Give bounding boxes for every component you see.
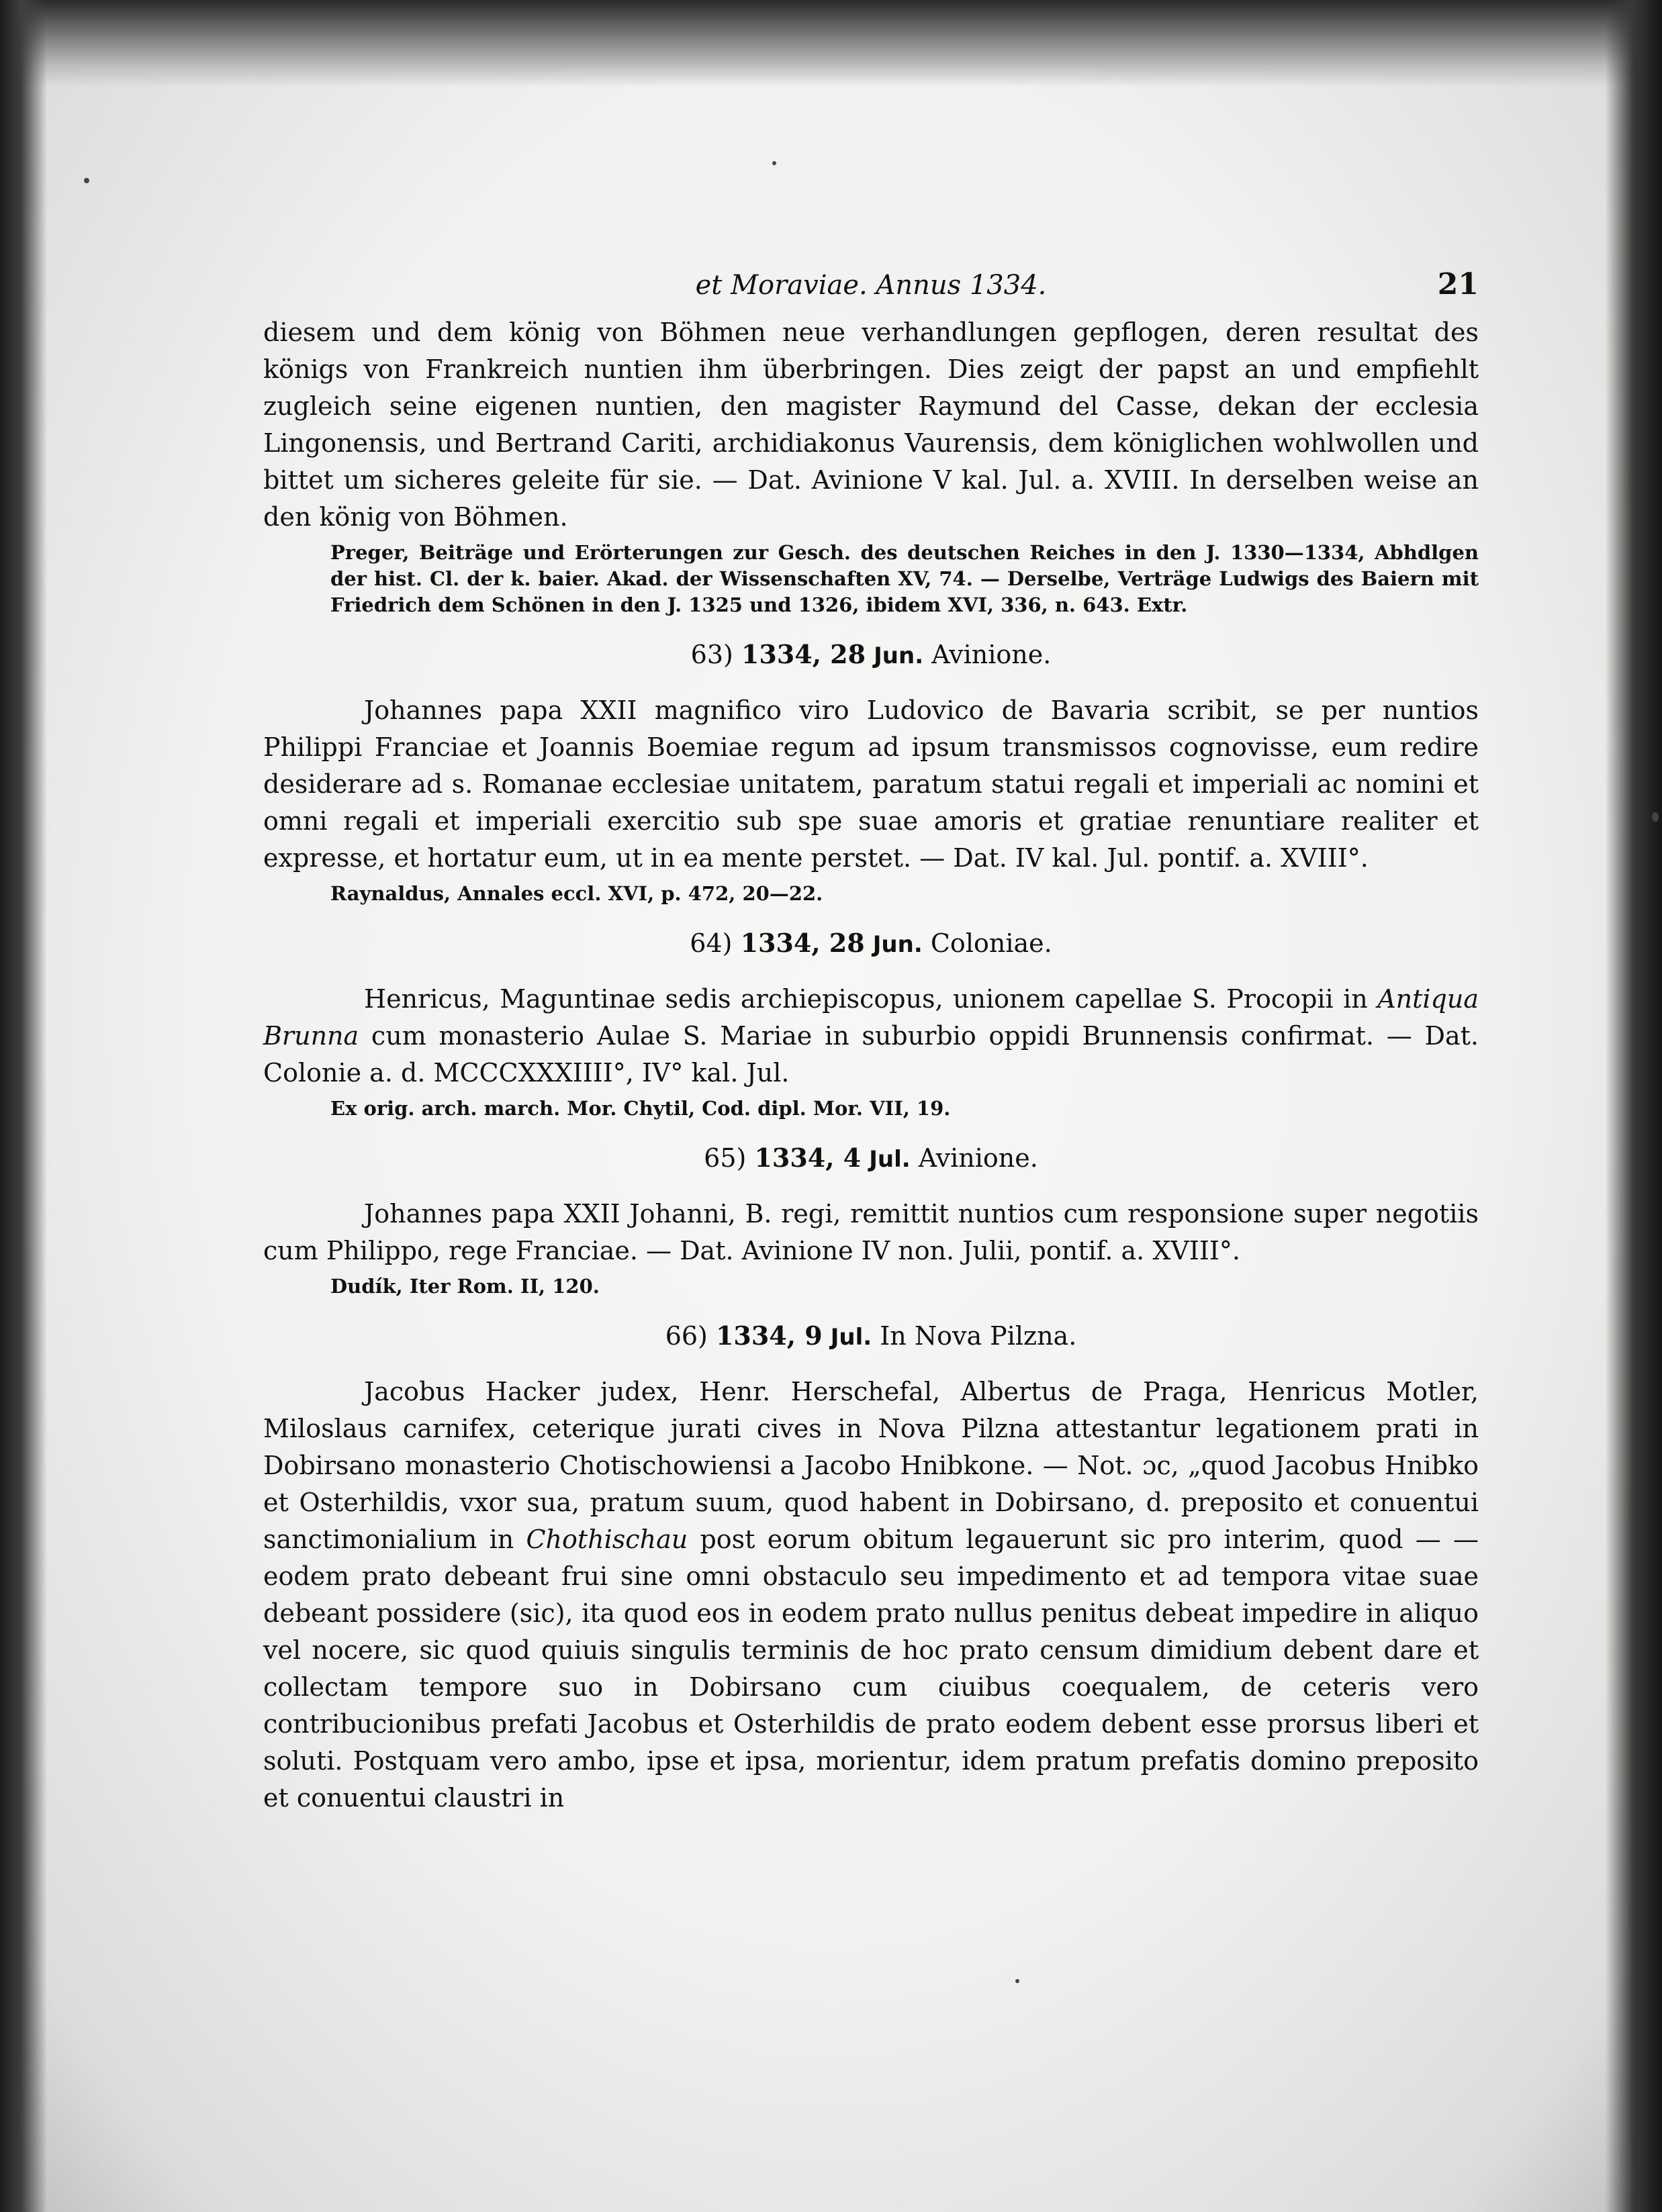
entry-body-65: Johannes papa XXII Johanni, B. regi, remittit nuntios cum responsione super negotiis cum Philippo, rege Franciae. — Dat. Avinione IV non. Julii, pontif. a. XVIII°. xyxy=(263,1199,1479,1265)
page-content xyxy=(263,260,1479,1817)
entry-date: 1334, 28 xyxy=(740,928,865,958)
dust-speck xyxy=(1015,1979,1019,1983)
entry-heading-65 xyxy=(263,1139,1479,1178)
entry-body-text: Henricus, Maguntinae sedis archiepiscopus, unionem capellae S. Procopii in xyxy=(364,984,1378,1014)
entry-place: In Nova Pilzna. xyxy=(880,1321,1077,1351)
entry-month: Jul. xyxy=(830,1324,872,1351)
entry-body-text: Jacobus Hacker judex, Henr. Herschefal, Albertus de Praga, Henricus Motler, Miloslaus carnifex, ceterique jurati cives in Nova Pilzna attestantur legationem prati in Dobirsano monasterio Chotischowiensi a Jacobo Hnibkone. — Not. ɔc, „quod Jacobus Hnibko et Osterhildis, vxor sua, pratum suum, quod habent in Dobirsano, d. preposito et conuentui sanctimonialium in xyxy=(263,1377,1479,1554)
running-head xyxy=(263,260,1479,314)
entry-body-text: cum monasterio Aulae S. Mariae in suburbio oppidi Brunnensis confirmat. — Dat. Colonie a. d. MCCCXXXIIII°, IV° kal. Jul. xyxy=(263,1021,1479,1088)
entry-number: 63) xyxy=(690,640,733,669)
scan-shadow-right xyxy=(1605,0,1662,2212)
entry-number: 64) xyxy=(690,928,733,958)
entry-body-66 xyxy=(263,1374,1479,1817)
entry-date: 1334, 28 xyxy=(741,639,866,669)
running-title: et Moraviae. Annus 1334. xyxy=(695,270,1047,301)
entry-source-note-64: Ex orig. arch. march. Mor. Chytil, Cod. dipl. Mor. VII, 19. xyxy=(330,1097,951,1120)
entry-body-64 xyxy=(263,981,1479,1092)
entry-heading-63 xyxy=(263,636,1479,675)
scan-shadow-left xyxy=(0,0,47,2212)
entry-date: 1334, 4 xyxy=(754,1143,862,1173)
entry-body-italic: Antiqua Brunna xyxy=(263,984,1479,1051)
dust-speck xyxy=(772,161,776,165)
page-number: 21 xyxy=(1437,267,1479,301)
entry-date: 1334, 9 xyxy=(715,1320,823,1351)
entry-month: Jun. xyxy=(872,931,923,958)
entry-heading-66 xyxy=(263,1317,1479,1356)
entry-body-text: post eorum obitum legauerunt sic pro interim, quod — — eodem prato debeant frui sine omni obstaculo seu impedimento et ad tempora vitae suae debeant possidere (sic), ita quod eos in eodem prato nullus penitus debeat impedire in aliquo vel nocere, sic quod quiuis singulis terminis de hoc prato censum dimidium debent dare et collectam tempore suo in Dobirsano cum ciuibus coequalem, de ceteris vero contribucionibus prefati Jacobus et Osterhildis de prato eodem debent esse prorsus liberi et soluti. Postquam vero ambo, ipse et ipsa, morientur, idem pratum prefatis domino preposito et conuentui claustri in xyxy=(263,1525,1479,1813)
dust-speck xyxy=(1652,812,1659,822)
entry-source-note-65: Dudík, Iter Rom. II, 120. xyxy=(330,1275,600,1298)
entry-source-note-63: Raynaldus, Annales eccl. XVI, p. 472, 20—22. xyxy=(330,882,823,905)
entry-place: Coloniae. xyxy=(930,928,1052,958)
intro-source-note: Preger, Beiträge und Erörterungen zur Gesch. des deutschen Reiches in den J. 1330—1334, Abhdlgen der hist. Cl. der k. baier. Akad. der Wissenschaften XV, 74. — Derselbe, Verträge Ludwigs des Baiern mit Friedrich dem Schönen in den J. 1325 und 1326, ibidem XVI, 336, n. 643. Extr. xyxy=(330,541,1479,616)
entry-month: Jul. xyxy=(869,1146,911,1173)
entry-month: Jun. xyxy=(874,642,924,669)
dust-speck xyxy=(84,178,89,183)
intro-paragraph: diesem und dem könig von Böhmen neue verhandlungen gepflogen, deren resultat des königs von Frankreich nuntien ihm überbringen. Dies zeigt der papst an und empfiehlt zugleich seine eigenen nuntien, den magister Raymund del Casse, dekan der ecclesia Lingonensis, und Bertrand Cariti, archidiakonus Vaurensis, dem königlichen wohlwollen und bittet um sicheres geleite für sie. — Dat. Avinione V kal. Jul. a. XVIII. In derselben weise an den könig von Böhmen. xyxy=(263,318,1479,532)
entry-body-63: Johannes papa XXII magnifico viro Ludovico de Bavaria scribit, se per nuntios Philippi Franciae et Joannis Boemiae regum ad ipsum transmissos cognovisse, eum redire desiderare ad s. Romanae ecclesiae unitatem, paratum statui regali et imperiali ac nomini et omni regali et imperiali exercitio sub spe suae amoris et gratiae renuntiare realiter et expresse, et hortatur eum, ut in ea mente perstet. — Dat. IV kal. Jul. pontif. a. XVIII°. xyxy=(263,695,1479,873)
entry-place: Avinione. xyxy=(918,1143,1038,1173)
scan-shadow-top xyxy=(0,0,1662,87)
entry-body-italic: Chothischau xyxy=(526,1525,688,1554)
entry-number: 66) xyxy=(665,1321,708,1351)
entry-place: Avinione. xyxy=(931,640,1052,669)
entry-heading-64 xyxy=(263,924,1479,963)
entry-number: 65) xyxy=(704,1143,747,1173)
